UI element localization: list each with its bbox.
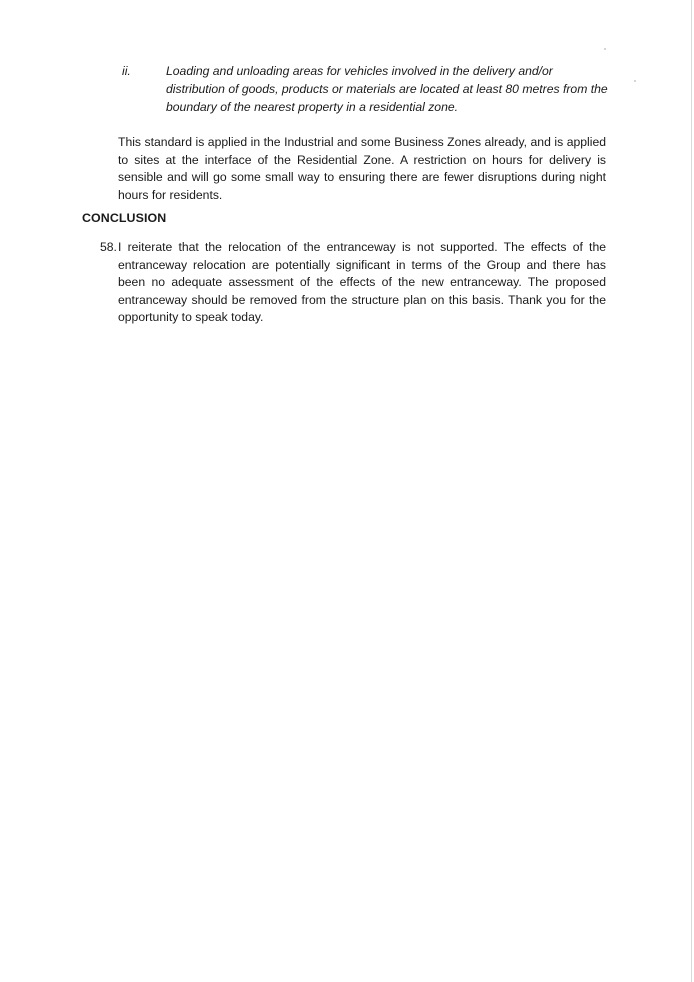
page-edge — [691, 0, 692, 982]
conclusion-heading: CONCLUSION — [82, 211, 167, 225]
list-marker: ii. — [122, 64, 131, 78]
paragraph-number: 58. — [100, 240, 117, 254]
scan-speck — [604, 48, 606, 50]
scan-speck — [634, 80, 636, 82]
conclusion-text: I reiterate that the relocation of the entranceway is not supported. The effects of the entranceway relocation are potentially significant in terms of the Group and there has been no adequate assessment of the effects of the new entranceway. The proposed entranceway should be removed from the structure plan on this basis. Thank you for the opportunity to speak today. — [118, 240, 606, 325]
list-item-text: Loading and unloading areas for vehicles involved in the delivery and/or distribution of goods, products or materials are located at least 80 metres from the boundary of the nearest property in a residential zone. — [166, 64, 608, 114]
standard-paragraph: This standard is applied in the Industrial and some Business Zones already, and is applied to sites at the interface of the Residential Zone. A restriction on hours for delivery is sensible and will go some small way to ensuring there are fewer disruptions during night hours for residents. — [118, 135, 606, 202]
